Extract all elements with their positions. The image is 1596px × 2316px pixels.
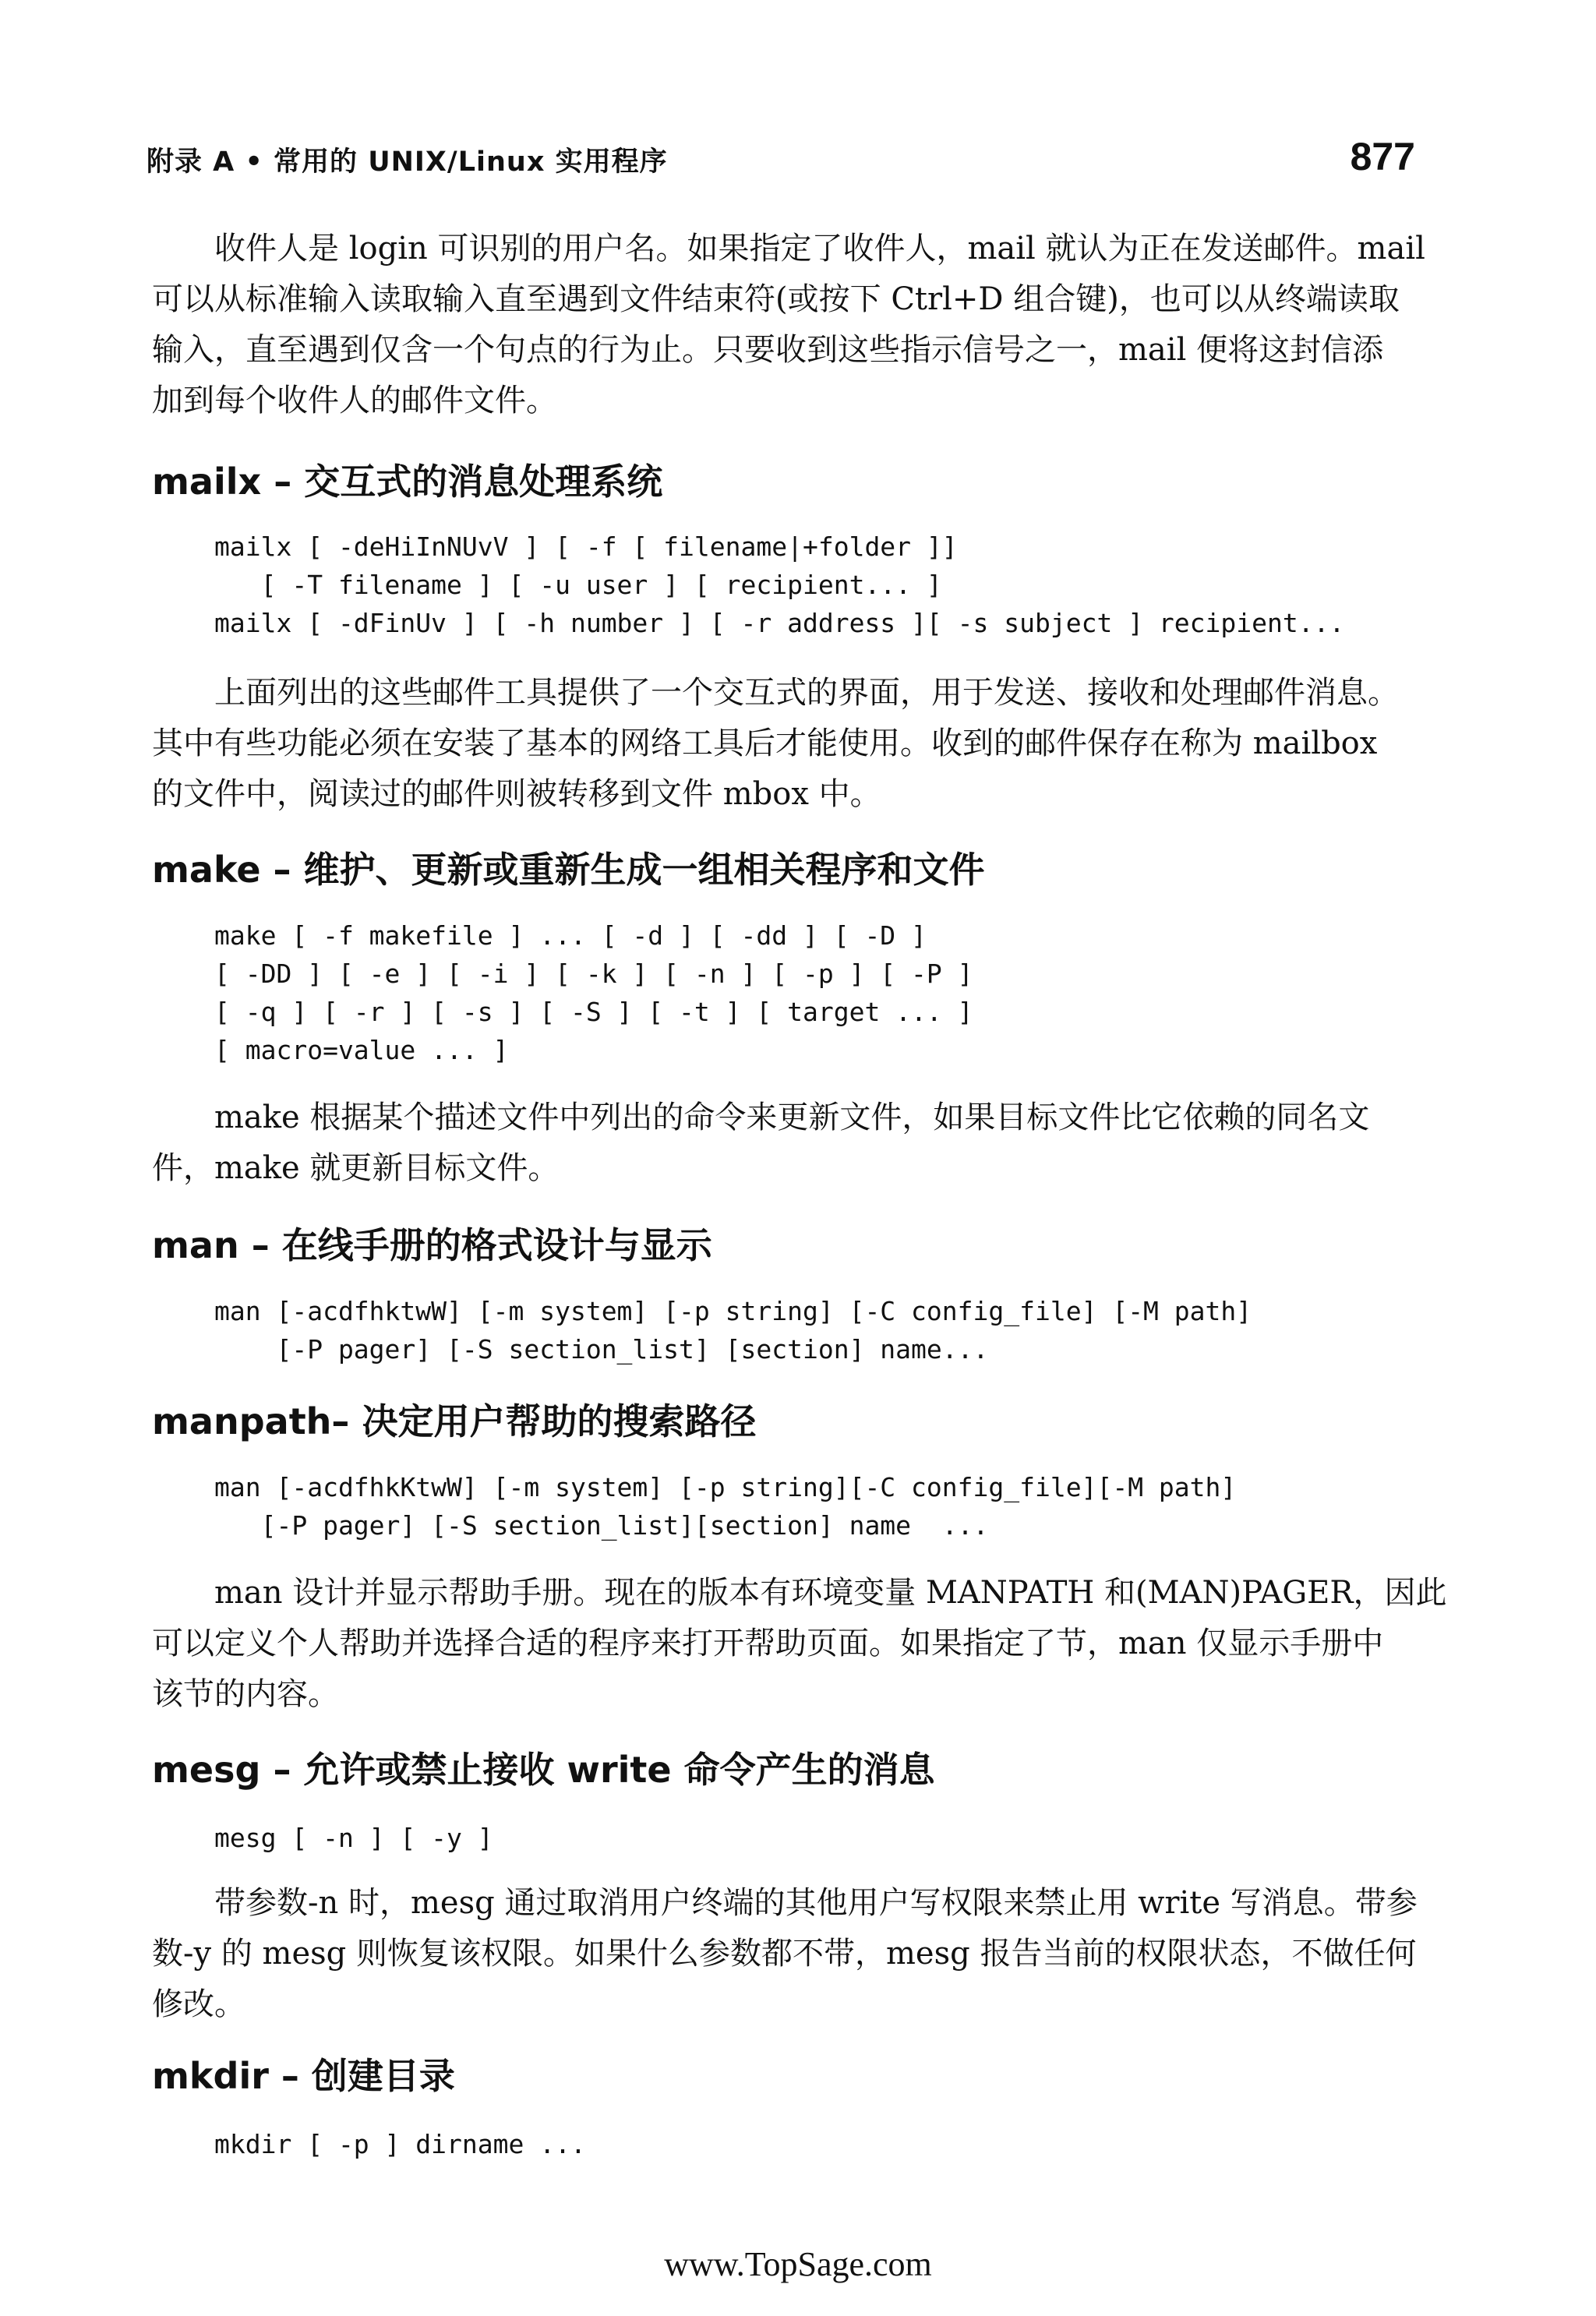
intro-line: 输入，直至遇到仅含一个句点的行为止。只要收到这些指示信号之一，mail 便将这封信添 xyxy=(152,332,1384,368)
footer-url: www.TopSage.com xyxy=(664,2245,932,2283)
description-manpath xyxy=(152,1568,1447,1720)
intro-line: 加到每个收件人的邮件文件。 xyxy=(152,383,557,418)
section-title-manpath: manpath– 决定用户帮助的搜索路径 xyxy=(152,1400,757,1442)
description-line: 件，make 就更新目标文件。 xyxy=(152,1150,560,1186)
section-title-mesg: mesg – 允许或禁止接收 write 命令产生的消息 xyxy=(152,1749,935,1791)
description-line: 可以定义个人帮助并选择合适的程序来打开帮助页面。如果指定了节，man 仅显示手册中 xyxy=(152,1626,1384,1661)
description-line: 上面列出的这些邮件工具提供了一个交互式的界面，用于发送、接收和处理邮件消息。 xyxy=(214,675,1399,711)
description-mesg xyxy=(152,1878,1418,2030)
description-line: 的文件中，阅读过的邮件则被转移到文件 mbox 中。 xyxy=(152,776,881,812)
description-line: man 设计并显示帮助手册。现在的版本有环境变量 MANPATH 和(MAN)PAGER，因此 xyxy=(214,1575,1447,1611)
intro-line: 收件人是 login 可识别的用户名。如果指定了收件人，mail 就认为正在发送邮件。mail xyxy=(214,231,1425,267)
description-line: 数-y 的 mesg 则恢复该权限。如果什么参数都不带，mesg 报告当前的权限状态，不做任何 xyxy=(152,1936,1417,1972)
description-make xyxy=(152,1093,1418,1194)
synopsis-mailx: mailx [ -deHiInNUvV ] [ -f [ filename|+folder ]] [ -T filename ] [ -u user ] [ recipient... ] mailx [ -dFinUv ] [ -h number ] [ -r address ][ -s subject ] recipient... xyxy=(214,531,1345,638)
running-header xyxy=(147,134,1415,189)
section-title-make: make – 维护、更新或重新生成一组相关程序和文件 xyxy=(152,849,985,891)
section-title-man: man – 在线手册的格式设计与显示 xyxy=(152,1224,712,1266)
description-line: make 根据某个描述文件中列出的命令来更新文件，如果目标文件比它依赖的同名文 xyxy=(214,1100,1370,1135)
intro-line: 可以从标准输入读取输入直至遇到文件结束符(或按下 Ctrl+D 组合键)，也可以从终端读取 xyxy=(152,281,1400,317)
synopsis-man: man [-acdfhktwW] [-m system] [-p string] [-C config_file] [-M path] [-P pager] [-S section_list] [section] name... xyxy=(214,1296,1252,1365)
description-line: 其中有些功能必须在安装了基本的网络工具后才能使用。收到的邮件保存在称为 mailbox xyxy=(152,726,1378,761)
running-header-title: 附录 A • 常用的 UNIX/Linux 实用程序 xyxy=(147,147,668,178)
description-line: 带参数-n 时，mesg 通过取消用户终端的其他用户写权限来禁止用 write 写消息。带参 xyxy=(214,1885,1418,1921)
intro-paragraph xyxy=(152,224,1425,426)
description-line: 该节的内容。 xyxy=(152,1676,339,1712)
section-title-mailx: mailx – 交互式的消息处理系统 xyxy=(152,461,663,503)
description-line: 修改。 xyxy=(152,1986,245,2022)
synopsis-manpath: man [-acdfhkKtwW] [-m system] [-p string][-C config_file][-M path] [-P pager] [-S section_list][section] name ... xyxy=(214,1472,1237,1541)
synopsis-mkdir: mkdir [ -p ] dirname ... xyxy=(214,2129,586,2159)
page-number: 877 xyxy=(1350,135,1415,178)
description-mailx xyxy=(152,668,1418,820)
section-title-mkdir: mkdir – 创建目录 xyxy=(152,2055,455,2097)
synopsis-make: make [ -f makefile ] ... [ -d ] [ -dd ] [ -D ] [ -DD ] [ -e ] [ -i ] [ -k ] [ -n ] [ -p ] [ -P ] [ -q ] [ -r ] [ -s ] [ -S ] [ -t ] [ target ... ] [ macro=value ... ] xyxy=(214,920,973,1065)
synopsis-mesg: mesg [ -n ] [ -y ] xyxy=(214,1823,493,1853)
